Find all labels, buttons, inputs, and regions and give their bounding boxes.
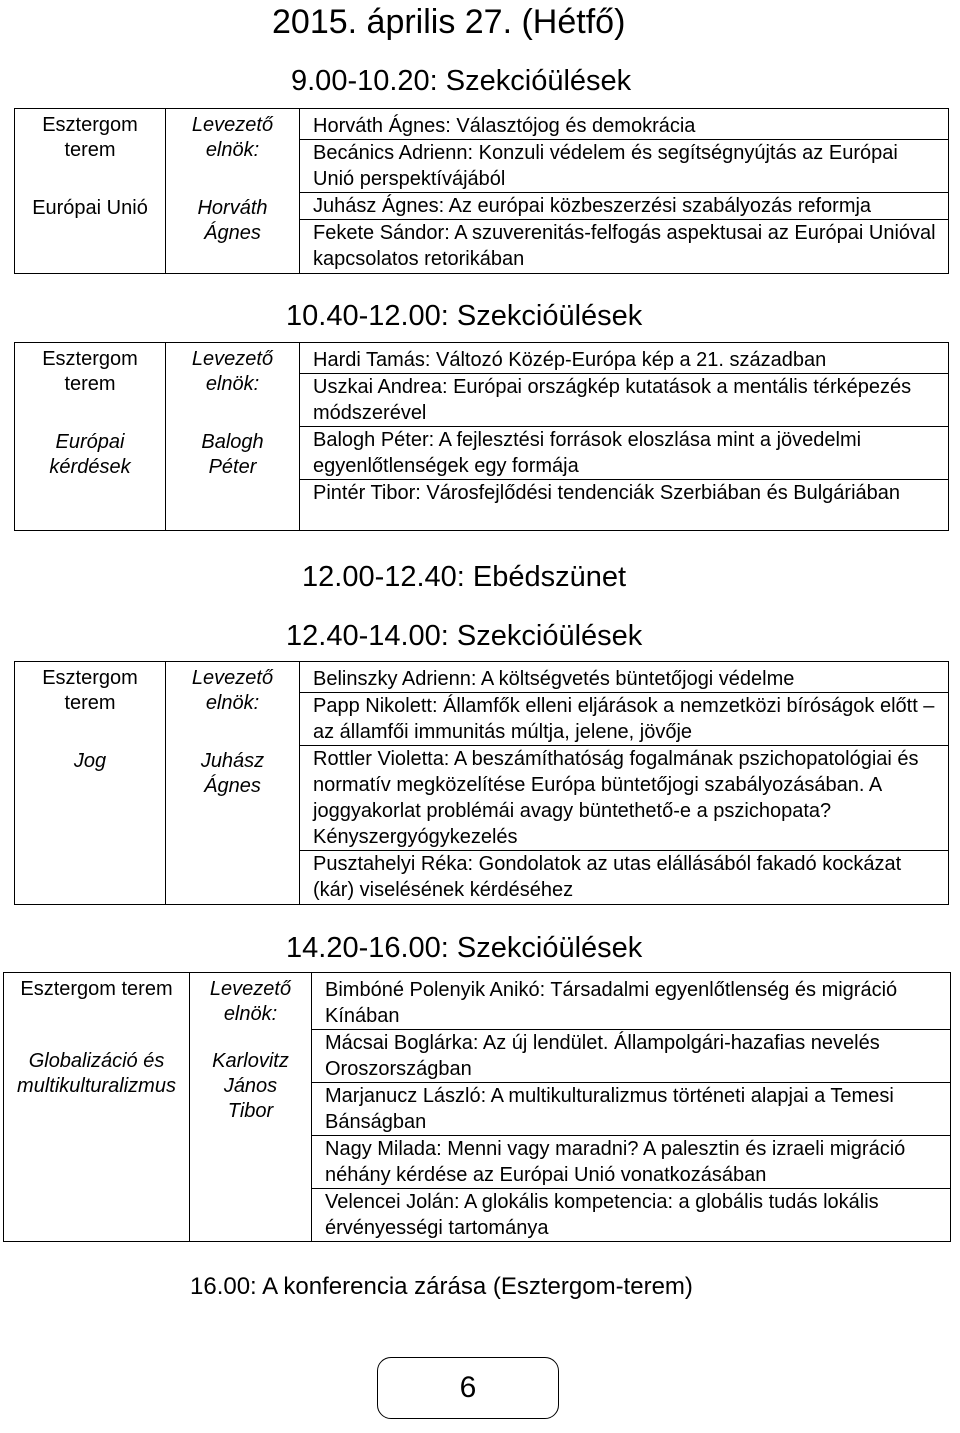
talk-item: Hardi Tamás: Változó Közép-Európa kép a 21. században — [300, 347, 948, 374]
chair-name: Balogh — [201, 431, 264, 453]
chair-label: elnök: — [205, 692, 260, 714]
room-name: Esztergom — [42, 348, 138, 370]
session-1-room-cell — [15, 109, 166, 274]
session-4-time: 14.20-16.00: Szekcióülések — [286, 932, 643, 964]
chair-name: Péter — [208, 456, 257, 478]
chair-label: Levezető — [209, 978, 292, 1000]
talk-item: Rottler Violetta: A beszámíthatóság fogalmának pszichopatológiai és normatív megközelítése Európa büntetőjogi szabályozásában. A joggyakorlat problémái avagy büntethető-e a pszichopata? Kényszergyógykezelés — [300, 746, 948, 851]
chair-label: Levezető — [191, 667, 274, 689]
lunch-break: 12.00-12.40: Ebédszünet — [302, 561, 627, 593]
session-1-time: 9.00-10.20: Szekcióülések — [291, 65, 632, 97]
talk-item: Fekete Sándor: A szuverenitás-felfogás aspektusai az Európai Unióval kapcsolatos retorikában — [313, 222, 936, 270]
session-2-table — [14, 342, 949, 531]
room-name: Esztergom — [42, 667, 138, 689]
chair-label: Levezető — [191, 114, 274, 136]
session-2-talks — [300, 343, 949, 531]
chair-label: elnök: — [205, 139, 260, 161]
chair-name: János — [223, 1075, 278, 1097]
section-topic: kérdések — [49, 456, 131, 478]
talk-item: Velencei Jolán: A glokális kompetencia: a globális tudás lokális érvényességi tartománya — [325, 1191, 879, 1239]
chair-name: Tibor — [227, 1100, 274, 1122]
chair-name: Ágnes — [204, 775, 261, 797]
talk-item: Uszkai Andrea: Európai országkép kutatások a mentális térképezés módszerével — [300, 374, 948, 427]
talk-item: Balogh Péter: A fejlesztési források eloszlása mint a jövedelmi egyenlőtlenségek egy formája — [300, 427, 948, 480]
session-2-room-cell — [15, 343, 166, 531]
chair-name: Horváth — [197, 197, 268, 219]
chair-label: Levezető — [191, 348, 274, 370]
talk-item: Marjanucz László: A multikulturalizmus történeti alapjai a Temesi Bánságban — [312, 1083, 950, 1136]
section-topic: Jog — [73, 750, 107, 772]
room-name: terem — [64, 373, 116, 395]
room-name: terem — [64, 139, 116, 161]
section-topic: Európai Unió — [32, 197, 148, 219]
session-2-time: 10.40-12.00: Szekcióülések — [286, 300, 643, 332]
chair-label: elnök: — [205, 373, 260, 395]
talk-item: Belinszky Adrienn: A költségvetés büntetőjogi védelme — [300, 666, 948, 693]
session-1-talks — [300, 109, 949, 274]
room-name: Esztergom — [42, 114, 138, 136]
page-number: 6 — [377, 1357, 559, 1419]
session-4-chair-cell — [190, 973, 312, 1242]
section-topic: Európai — [55, 431, 125, 453]
talk-item: Papp Nikolett: Államfők elleni eljárások a nemzetközi bíróságok előtt – az államfői immunitás múltja, jelene, jövője — [300, 693, 948, 746]
session-4-table — [3, 972, 951, 1242]
chair-name: Juhász — [200, 750, 265, 772]
date-title: 2015. április 27. (Hétfő) — [272, 3, 626, 41]
session-2-chair-cell — [166, 343, 300, 531]
session-4-talks — [312, 973, 951, 1242]
chair-label: elnök: — [223, 1003, 278, 1025]
session-4-room-cell — [4, 973, 190, 1242]
chair-name: Ágnes — [204, 222, 261, 244]
room-name: Esztergom terem — [20, 978, 173, 1000]
session-3-time: 12.40-14.00: Szekcióülések — [286, 620, 643, 652]
room-name: terem — [64, 692, 116, 714]
talk-item: Becánics Adrienn: Konzuli védelem és segítségnyújtás az Európai Unió perspektívájából — [300, 140, 948, 193]
session-1-table — [14, 108, 949, 274]
session-3-room-cell — [15, 662, 166, 905]
talk-item: Horváth Ágnes: Választójog és demokrácia — [300, 113, 948, 140]
talk-item: Nagy Milada: Menni vagy maradni? A palesztin és izraeli migráció néhány kérdése az Európai Unió vonatkozásában — [312, 1136, 950, 1189]
session-3-chair-cell — [166, 662, 300, 905]
section-topic: Globalizáció és — [28, 1050, 165, 1072]
talk-item: Pusztahelyi Réka: Gondolatok az utas elállásából fakadó kockázat (kár) viselésének kérdéséhez — [313, 853, 902, 901]
talk-item: Pintér Tibor: Városfejlődési tendenciák Szerbiában és Bulgáriában — [313, 482, 901, 504]
section-topic: multikulturalizmus — [17, 1075, 176, 1097]
talk-item: Bimbóné Polenyik Anikó: Társadalmi egyenlőtlenség és migráció Kínában — [312, 977, 950, 1030]
session-3-talks — [300, 662, 949, 905]
chair-name: Karlovitz — [212, 1050, 289, 1072]
talk-item: Juhász Ágnes: Az európai közbeszerzési szabályozás reformja — [300, 193, 948, 220]
session-1-chair-cell — [166, 109, 300, 274]
closing-note: 16.00: A konferencia zárása (Esztergom-terem) — [190, 1273, 693, 1300]
session-3-table — [14, 661, 949, 905]
talk-item: Mácsai Boglárka: Az új lendület. Állampolgári-hazafias nevelés Oroszországban — [312, 1030, 950, 1083]
